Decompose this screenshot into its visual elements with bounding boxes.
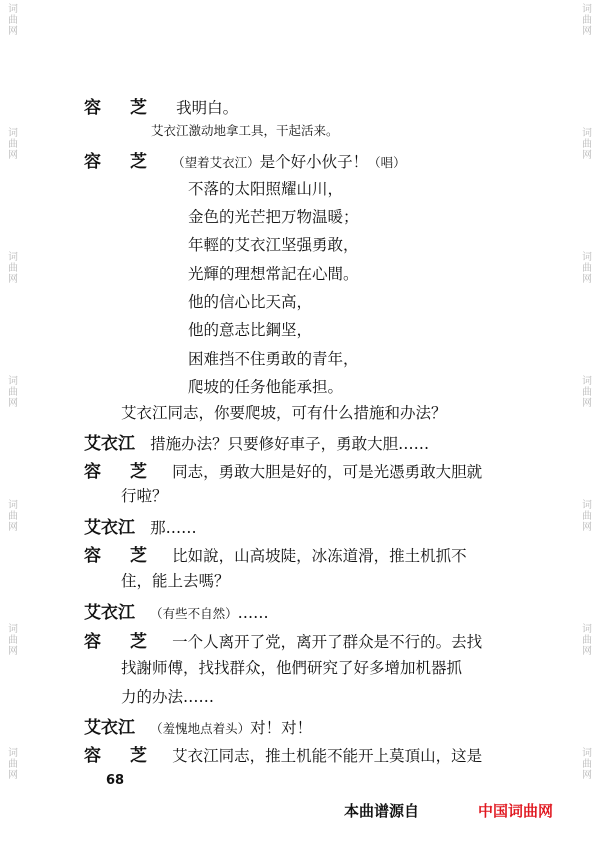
- dialogue-line: [84, 457, 482, 482]
- stage-direction-inline: （望着艾衣江）: [172, 155, 260, 170]
- dialogue-line: [84, 429, 429, 454]
- stage-direction-inline: （羞愧地点着头）: [150, 721, 251, 736]
- watermark-char: 曲: [8, 387, 18, 398]
- speaker-name: 艾衣江: [84, 518, 135, 538]
- dialogue-text: 一个人离开了党，离开了群众是不行的。去找: [172, 633, 483, 651]
- dialogue-line: [84, 741, 482, 766]
- watermark-char: 词: [582, 500, 592, 511]
- watermark-char: 词: [8, 624, 18, 635]
- footer-site-name: 中国词曲网: [478, 802, 554, 820]
- watermark-char: 曲: [8, 759, 18, 770]
- dialogue-line: [84, 627, 482, 652]
- watermark-char: 曲: [582, 263, 592, 274]
- watermark-group: [576, 372, 598, 496]
- song-line: 不落的太阳照耀山川，: [188, 180, 344, 198]
- speaker-name: 艾衣江: [84, 718, 135, 738]
- watermark-group: [2, 620, 24, 744]
- watermark-char: 曲: [582, 635, 592, 646]
- dialogue-text: 艾衣江同志，推土机能不能开上莫頂山，这是: [172, 747, 483, 765]
- watermark-char: 网: [582, 522, 592, 533]
- watermark-right: [576, 0, 598, 868]
- watermark-group: [2, 248, 24, 372]
- watermark-group: [2, 496, 24, 620]
- dialogue-line: [84, 713, 312, 738]
- watermark-char: 曲: [8, 511, 18, 522]
- watermark-left: [2, 0, 24, 868]
- watermark-char: 词: [8, 500, 18, 511]
- song-line: 困难挡不住勇敢的青年，: [188, 350, 359, 368]
- dialogue-line: [84, 147, 406, 172]
- watermark-group: [576, 620, 598, 744]
- dialogue-text: ……: [237, 604, 269, 622]
- speaker-name: 容 芝: [84, 98, 153, 118]
- watermark-char: 网: [8, 274, 18, 285]
- dialogue-text: 同志，勇敢大胆是好的，可是光憑勇敢大胆就: [172, 463, 483, 481]
- speaker-name: 容 芝: [84, 632, 153, 652]
- watermark-char: 词: [582, 748, 592, 759]
- song-line: 光輝的理想常記在心間。: [188, 265, 359, 283]
- dialogue-line: [84, 93, 238, 118]
- dialogue-continuation: 艾衣江同志，你要爬坡，可有什么措施和办法？: [121, 404, 447, 422]
- watermark-char: 词: [582, 4, 592, 15]
- dialogue-line: [84, 598, 269, 623]
- dialogue-text: 对！对！: [250, 719, 313, 737]
- watermark-char: 网: [582, 274, 592, 285]
- stage-direction: 艾衣江激动地拿工具，干起活来。: [151, 123, 339, 138]
- watermark-char: 曲: [8, 635, 18, 646]
- watermark-char: 曲: [582, 387, 592, 398]
- watermark-char: 词: [8, 748, 18, 759]
- watermark-char: 词: [8, 376, 18, 387]
- watermark-char: 曲: [8, 139, 18, 150]
- speaker-name: 容 芝: [84, 462, 153, 482]
- stage-direction-inline: （有些不自然）: [150, 606, 238, 621]
- watermark-group: [2, 0, 24, 124]
- dialogue-text: 比如說，山高坡陡，冰冻道滑，推土机抓不: [172, 547, 467, 565]
- dialogue-wrap: 住，能上去嗎？: [121, 572, 230, 590]
- watermark-char: 网: [8, 770, 18, 781]
- speaker-name: 容 芝: [84, 746, 153, 766]
- speaker-name: 艾衣江: [84, 603, 135, 623]
- watermark-group: [576, 248, 598, 372]
- dialogue-line: [84, 541, 467, 566]
- dialogue-text: 是个好小伙子！: [259, 153, 369, 171]
- watermark-char: 曲: [582, 139, 592, 150]
- watermark-char: 网: [582, 398, 592, 409]
- stage-direction-tail: （唱）: [368, 155, 406, 170]
- watermark-char: 网: [8, 646, 18, 657]
- watermark-group: [2, 372, 24, 496]
- watermark-char: 网: [8, 26, 18, 37]
- watermark-char: 词: [8, 128, 18, 139]
- watermark-group: [576, 0, 598, 124]
- watermark-char: 曲: [8, 15, 18, 26]
- watermark-group: [576, 124, 598, 248]
- page-number: 68: [106, 773, 125, 788]
- watermark-char: 网: [8, 150, 18, 161]
- song-line: 他的信心比天高，: [188, 293, 313, 311]
- watermark-char: 词: [582, 624, 592, 635]
- watermark-char: 网: [582, 150, 592, 161]
- speaker-name: 容 芝: [84, 546, 153, 566]
- watermark-char: 曲: [582, 759, 592, 770]
- watermark-char: 词: [8, 252, 18, 263]
- dialogue-wrap: 力的办法……: [121, 688, 215, 706]
- watermark-char: 网: [582, 770, 592, 781]
- watermark-char: 网: [8, 398, 18, 409]
- watermark-char: 网: [582, 646, 592, 657]
- speaker-name: 容 芝: [84, 152, 153, 172]
- watermark-char: 曲: [582, 511, 592, 522]
- watermark-group: [2, 124, 24, 248]
- watermark-char: 词: [582, 252, 592, 263]
- watermark-group: [576, 744, 598, 868]
- dialogue-wrap: 找謝师傅，找找群众，他們研究了好多增加机器抓: [121, 659, 463, 677]
- watermark-group: [2, 744, 24, 868]
- song-line: 爬坡的任务他能承担。: [188, 378, 344, 396]
- dialogue-text: 措施办法？只要修好車子，勇敢大胆……: [150, 435, 430, 453]
- dialogue-text: 那……: [150, 519, 197, 537]
- dialogue-text: 我明白。: [176, 99, 239, 117]
- watermark-char: 网: [8, 522, 18, 533]
- watermark-char: 曲: [8, 263, 18, 274]
- watermark-char: 网: [582, 26, 592, 37]
- speaker-name: 艾衣江: [84, 434, 135, 454]
- watermark-char: 曲: [582, 15, 592, 26]
- watermark-char: 词: [582, 128, 592, 139]
- watermark-char: 词: [8, 4, 18, 15]
- song-line: 金色的光芒把万物温暖；: [188, 208, 359, 226]
- dialogue-line: [84, 513, 197, 538]
- watermark-char: 词: [582, 376, 592, 387]
- song-line: 年輕的艾衣江坚强勇敢，: [188, 236, 359, 254]
- song-line: 他的意志比鋼坚，: [188, 321, 313, 339]
- watermark-group: [576, 496, 598, 620]
- footer-source-label: 本曲谱源自: [344, 802, 420, 820]
- dialogue-wrap: 行啦？: [121, 487, 168, 505]
